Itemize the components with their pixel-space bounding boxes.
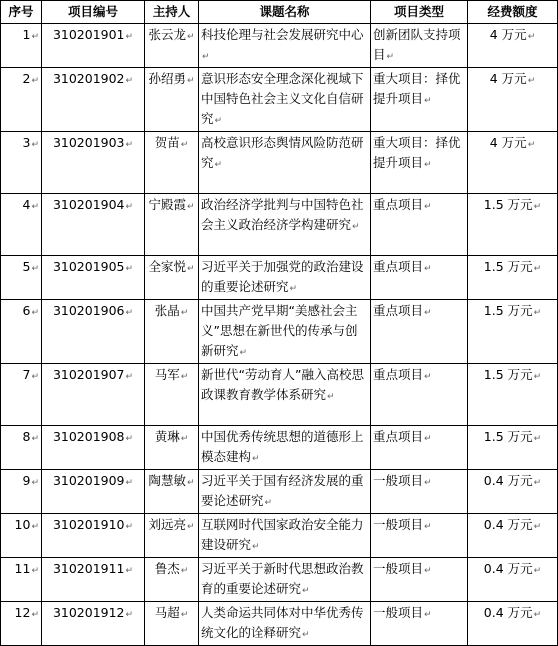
- row-host-text: 马军: [154, 367, 180, 382]
- row-title: [199, 514, 371, 558]
- row-no: [1, 470, 42, 514]
- row-no-text: 6: [22, 303, 31, 318]
- paragraph-mark-icon: ↵: [31, 76, 39, 86]
- paragraph-mark-icon: ↵: [424, 308, 432, 318]
- row-host: [145, 132, 199, 194]
- row-budget: [468, 24, 558, 68]
- row-title: [199, 364, 371, 426]
- row-host: [145, 470, 199, 514]
- paragraph-mark-icon: ↵: [214, 116, 223, 126]
- row-type-text: 重大项目：择优提升项目: [373, 71, 461, 106]
- paragraph-mark-icon: ↵: [533, 372, 542, 382]
- row-no: [1, 132, 42, 194]
- paragraph-mark-icon: ↵: [533, 478, 542, 488]
- paragraph-mark-icon: ↵: [424, 264, 432, 274]
- row-type-text: 重点项目: [373, 367, 424, 382]
- row-code: [42, 364, 145, 426]
- table-row: [1, 132, 558, 194]
- row-budget: [468, 558, 558, 602]
- row-code: [42, 602, 145, 646]
- row-host-text: 贺苗: [154, 135, 180, 150]
- paragraph-mark-icon: ↵: [424, 434, 432, 444]
- header-type: 项目类型: [371, 1, 468, 24]
- paragraph-mark-icon: ↵: [424, 478, 432, 488]
- header-title: 课题名称: [199, 1, 371, 24]
- paragraph-mark-icon: ↵: [125, 434, 134, 444]
- row-code-text: 310201905: [52, 259, 125, 274]
- row-no-text: 5: [22, 259, 31, 274]
- row-type: [371, 426, 468, 470]
- row-budget-text: 1.5 万元: [483, 303, 533, 318]
- paragraph-mark-icon: ↵: [327, 392, 335, 402]
- row-title: [199, 300, 371, 364]
- paragraph-mark-icon: ↵: [527, 76, 536, 86]
- row-title: [199, 24, 371, 68]
- paragraph-mark-icon: ↵: [31, 372, 39, 382]
- row-budget-text: 1.5 万元: [483, 259, 533, 274]
- paragraph-mark-icon: ↵: [424, 160, 432, 170]
- row-no-text: 9: [22, 473, 31, 488]
- paragraph-mark-icon: ↵: [186, 478, 195, 488]
- paragraph-mark-icon: ↵: [186, 32, 195, 42]
- row-no: [1, 300, 42, 364]
- paragraph-mark-icon: ↵: [125, 522, 134, 532]
- row-code: [42, 426, 145, 470]
- row-budget: [468, 132, 558, 194]
- row-title-text: 习近平关于国有经济发展的重要论述研究: [201, 473, 364, 508]
- row-code-text: 310201902: [52, 71, 125, 86]
- row-type-text: 一般项目: [373, 605, 424, 620]
- row-type: [371, 300, 468, 364]
- table-row: [1, 514, 558, 558]
- paragraph-mark-icon: ↵: [533, 566, 542, 576]
- paragraph-mark-icon: ↵: [252, 454, 260, 464]
- row-type: [371, 132, 468, 194]
- row-host-text: 全家悦: [148, 259, 186, 274]
- row-no: [1, 514, 42, 558]
- paragraph-mark-icon: ↵: [125, 140, 134, 150]
- row-code-text: 310201909: [52, 473, 125, 488]
- row-host-text: 陶慧敏: [148, 473, 186, 488]
- row-no-text: 1: [22, 27, 31, 42]
- paragraph-mark-icon: ↵: [31, 522, 39, 532]
- row-title-text: 新世代“劳动育人”融入高校思政课教育教学体系研究: [201, 367, 364, 402]
- paragraph-mark-icon: ↵: [31, 610, 39, 620]
- paragraph-mark-icon: ↵: [31, 264, 39, 274]
- row-title: [199, 470, 371, 514]
- table-body: [1, 24, 558, 646]
- header-code: 项目编号: [42, 1, 145, 24]
- paragraph-mark-icon: ↵: [31, 478, 39, 488]
- row-host-text: 黄琳: [154, 429, 180, 444]
- row-budget: [468, 364, 558, 426]
- header-no: 序号: [1, 1, 42, 24]
- row-host-text: 刘远亮: [148, 517, 186, 532]
- paragraph-mark-icon: ↵: [125, 478, 134, 488]
- row-type: [371, 68, 468, 132]
- paragraph-mark-icon: ↵: [533, 522, 542, 532]
- row-host-text: 孙绍勇: [148, 71, 186, 86]
- row-budget: [468, 602, 558, 646]
- row-code-text: 310201911: [52, 561, 125, 576]
- row-budget-text: 0.4 万元: [483, 517, 533, 532]
- row-title-text: 习近平关于加强党的政治建设的重要论述研究: [201, 259, 364, 294]
- table-row: [1, 24, 558, 68]
- row-host: [145, 558, 199, 602]
- paragraph-mark-icon: ↵: [180, 566, 189, 576]
- row-title-text: 意识形态安全理念深化视域下中国特色社会主义文化自信研究: [201, 71, 364, 126]
- row-no-text: 10: [14, 517, 31, 532]
- paragraph-mark-icon: ↵: [186, 76, 195, 86]
- row-title: [199, 194, 371, 256]
- row-no-text: 2: [22, 71, 31, 86]
- row-no-text: 8: [22, 429, 31, 444]
- row-type-text: 创新团队支持项目: [373, 27, 461, 62]
- paragraph-mark-icon: ↵: [125, 610, 134, 620]
- row-code-text: 310201901: [52, 27, 125, 42]
- paragraph-mark-icon: ↵: [125, 76, 134, 86]
- table-row: [1, 558, 558, 602]
- row-title: [199, 558, 371, 602]
- header-host: 主持人: [145, 1, 199, 24]
- row-type-text: 重大项目：择优提升项目: [373, 135, 461, 170]
- paragraph-mark-icon: ↵: [125, 308, 134, 318]
- paragraph-mark-icon: ↵: [180, 308, 189, 318]
- row-no-text: 12: [14, 605, 31, 620]
- row-host-text: 鲁杰: [154, 561, 180, 576]
- paragraph-mark-icon: ↵: [533, 264, 542, 274]
- paragraph-mark-icon: ↵: [386, 52, 395, 62]
- row-host: [145, 426, 199, 470]
- row-code: [42, 470, 145, 514]
- row-no-text: 3: [22, 135, 31, 150]
- row-budget-text: 4 万元: [489, 27, 527, 42]
- row-title-text: 高校意识形态舆情风险防范研究: [201, 135, 364, 170]
- paragraph-mark-icon: ↵: [424, 566, 432, 576]
- row-no: [1, 558, 42, 602]
- row-budget-text: 4 万元: [489, 71, 527, 86]
- paragraph-mark-icon: ↵: [180, 610, 189, 620]
- row-title: [199, 256, 371, 300]
- paragraph-mark-icon: ↵: [533, 610, 542, 620]
- paragraph-mark-icon: ↵: [186, 522, 195, 532]
- paragraph-mark-icon: ↵: [180, 434, 189, 444]
- table-row: [1, 426, 558, 470]
- row-type-text: 重点项目: [373, 429, 424, 444]
- row-code: [42, 514, 145, 558]
- table-header-row: [1, 1, 558, 24]
- paragraph-mark-icon: ↵: [302, 586, 310, 596]
- row-title: [199, 68, 371, 132]
- row-title-text: 中国共产党早期“美感社会主义”思想在新世代的传承与创新研究: [201, 303, 358, 358]
- row-budget: [468, 68, 558, 132]
- table-row: [1, 68, 558, 132]
- paragraph-mark-icon: ↵: [424, 202, 432, 212]
- row-host: [145, 68, 199, 132]
- table-row: [1, 300, 558, 364]
- row-budget: [468, 514, 558, 558]
- row-title: [199, 426, 371, 470]
- paragraph-mark-icon: ↵: [31, 32, 39, 42]
- row-type: [371, 558, 468, 602]
- paragraph-mark-icon: ↵: [424, 610, 432, 620]
- row-code-text: 310201907: [52, 367, 125, 382]
- row-budget: [468, 470, 558, 514]
- row-budget-text: 0.4 万元: [483, 605, 533, 620]
- row-host-text: 马超: [154, 605, 180, 620]
- row-budget-text: 1.5 万元: [483, 367, 533, 382]
- paragraph-mark-icon: ↵: [31, 202, 39, 212]
- row-type: [371, 24, 468, 68]
- paragraph-mark-icon: ↵: [180, 140, 189, 150]
- row-title-text: 习近平关于新时代思想政治教育的重要论述研究: [201, 561, 364, 596]
- row-host-text: 宁殿霞: [148, 197, 186, 212]
- row-no: [1, 364, 42, 426]
- row-code: [42, 558, 145, 602]
- row-budget: [468, 300, 558, 364]
- row-no: [1, 68, 42, 132]
- paragraph-mark-icon: ↵: [125, 202, 134, 212]
- paragraph-mark-icon: ↵: [31, 140, 39, 150]
- row-host-text: 张晶: [154, 303, 180, 318]
- row-no: [1, 24, 42, 68]
- row-code-text: 310201912: [52, 605, 125, 620]
- paragraph-mark-icon: ↵: [125, 264, 134, 274]
- row-code: [42, 68, 145, 132]
- row-budget-text: 1.5 万元: [483, 197, 533, 212]
- paragraph-mark-icon: ↵: [424, 96, 432, 106]
- row-type-text: 重点项目: [373, 303, 424, 318]
- row-budget: [468, 256, 558, 300]
- paragraph-mark-icon: ↵: [527, 140, 536, 150]
- row-host: [145, 602, 199, 646]
- paragraph-mark-icon: ↵: [533, 308, 542, 318]
- row-type-text: 重点项目: [373, 197, 424, 212]
- paragraph-mark-icon: ↵: [239, 348, 248, 358]
- row-title-text: 政治经济学批判与中国特色社会主义政治经济学构建研究: [201, 197, 364, 232]
- row-type-text: 一般项目: [373, 473, 424, 488]
- row-budget-text: 0.4 万元: [483, 473, 533, 488]
- row-no: [1, 602, 42, 646]
- row-type: [371, 256, 468, 300]
- paragraph-mark-icon: ↵: [180, 372, 189, 382]
- row-type: [371, 194, 468, 256]
- row-code: [42, 24, 145, 68]
- paragraph-mark-icon: ↵: [424, 522, 432, 532]
- row-title-text: 科技伦理与社会发展研究中心: [201, 27, 364, 42]
- row-host: [145, 24, 199, 68]
- paragraph-mark-icon: ↵: [31, 308, 39, 318]
- row-code: [42, 132, 145, 194]
- row-budget-text: 1.5 万元: [483, 429, 533, 444]
- row-host: [145, 300, 199, 364]
- row-title-text: 人类命运共同体对中华优秀传统文化的诠释研究: [201, 605, 364, 640]
- row-type: [371, 514, 468, 558]
- row-no-text: 4: [22, 197, 31, 212]
- header-budget: 经费额度: [468, 1, 558, 24]
- row-no: [1, 194, 42, 256]
- row-no: [1, 426, 42, 470]
- paragraph-mark-icon: ↵: [31, 434, 39, 444]
- table-row: [1, 602, 558, 646]
- row-code-text: 310201906: [52, 303, 125, 318]
- paragraph-mark-icon: ↵: [533, 434, 542, 444]
- row-host: [145, 194, 199, 256]
- row-title-text: 互联网时代国家政治安全能力建设研究: [201, 517, 364, 552]
- row-code-text: 310201903: [52, 135, 125, 150]
- paragraph-mark-icon: ↵: [214, 160, 223, 170]
- row-budget-text: 0.4 万元: [483, 561, 533, 576]
- row-code: [42, 300, 145, 364]
- row-type: [371, 470, 468, 514]
- row-type-text: 一般项目: [373, 561, 424, 576]
- paragraph-mark-icon: ↵: [302, 630, 310, 640]
- row-budget: [468, 426, 558, 470]
- row-code-text: 310201910: [52, 517, 125, 532]
- row-type-text: 重点项目: [373, 259, 424, 274]
- row-title-text: 中国优秀传统思想的道德形上模态建构: [201, 429, 364, 464]
- row-type: [371, 364, 468, 426]
- paragraph-mark-icon: ↵: [186, 264, 195, 274]
- paragraph-mark-icon: ↵: [424, 372, 432, 382]
- row-host: [145, 364, 199, 426]
- row-budget-text: 4 万元: [489, 135, 527, 150]
- paragraph-mark-icon: ↵: [186, 202, 195, 212]
- row-code-text: 310201904: [52, 197, 125, 212]
- paragraph-mark-icon: ↵: [125, 372, 134, 382]
- row-host: [145, 256, 199, 300]
- paragraph-mark-icon: ↵: [125, 32, 134, 42]
- row-no-text: 11: [14, 561, 31, 576]
- table-row: [1, 470, 558, 514]
- row-budget: [468, 194, 558, 256]
- paragraph-mark-icon: ↵: [527, 32, 536, 42]
- paragraph-mark-icon: ↵: [31, 566, 39, 576]
- row-host-text: 张云龙: [148, 27, 186, 42]
- row-code: [42, 256, 145, 300]
- paragraph-mark-icon: ↵: [125, 566, 134, 576]
- row-no: [1, 256, 42, 300]
- table-row: [1, 364, 558, 426]
- row-code: [42, 194, 145, 256]
- row-title: [199, 602, 371, 646]
- table-row: [1, 194, 558, 256]
- paragraph-mark-icon: ↵: [352, 222, 360, 232]
- paragraph-mark-icon: ↵: [202, 52, 210, 62]
- paragraph-mark-icon: ↵: [252, 542, 260, 552]
- row-code-text: 310201908: [52, 429, 125, 444]
- row-type-text: 一般项目: [373, 517, 424, 532]
- row-no-text: 7: [22, 367, 31, 382]
- row-type: [371, 602, 468, 646]
- row-host: [145, 514, 199, 558]
- table-row: [1, 256, 558, 300]
- paragraph-mark-icon: ↵: [289, 284, 298, 294]
- paragraph-mark-icon: ↵: [264, 498, 273, 508]
- row-title: [199, 132, 371, 194]
- paragraph-mark-icon: ↵: [533, 202, 542, 212]
